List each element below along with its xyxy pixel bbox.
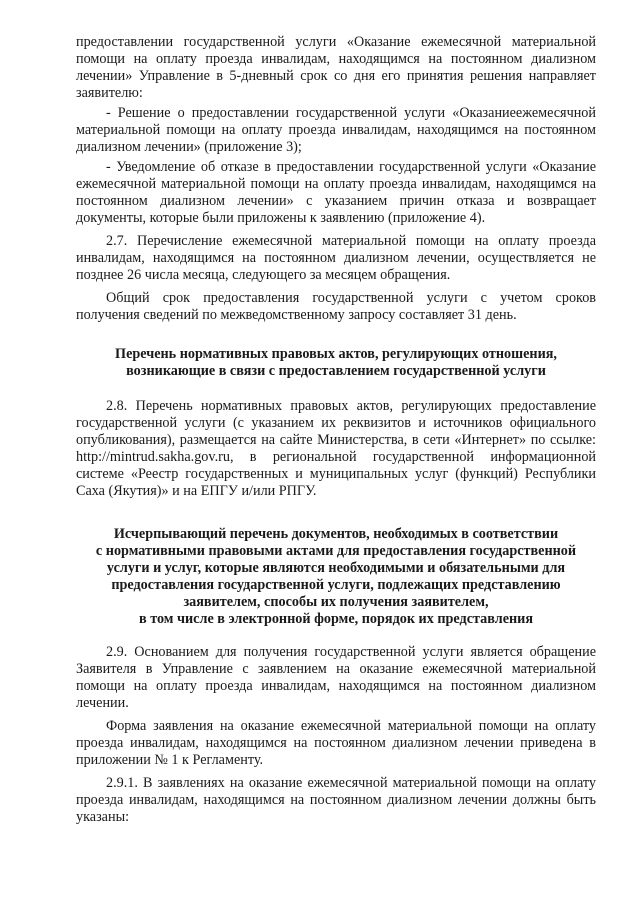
section-heading-legal-acts [76, 346, 596, 380]
paragraph-2-8: 2.8. Перечень нормативных правовых актов, регулирующих предоставление государственной услуги (с указанием их реквизитов и источников официального опубликования), размещается на сайте Министерства, в сети «Интернет» по ссылке: http://mintrud.sakha.gov.ru, в региональной государственной информационной системе «Реестр государственных и муниципальных услуг (функций) Республики Саха (Якутия)» и на ЕПГУ и/или РПГУ. [76, 398, 596, 499]
paragraph-decision-notice: предоставлении государственной услуги «Оказание ежемесячной материальной помощи на оплату проезда инвалидам, находящимся на постоянном диализном лечении» Управление в 5-дневный срок со дня его принятия решения направляет заявителю: [76, 34, 596, 101]
heading-line: предоставления государственной услуги, подлежащих представлению [111, 577, 561, 593]
heading-line: заявителем, способы их получения заявителем, [183, 594, 489, 610]
heading-line: в том числе в электронной форме, порядок их представления [138, 611, 534, 627]
paragraph-total-term: Общий срок предоставления государственной услуги с учетом сроков получения сведений по межведомственному запросу составляет 31 день. [76, 290, 596, 323]
paragraph-2-9: 2.9. Основанием для получения государственной услуги является обращение Заявителя в Управление с заявлением на оказание ежемесячной материальной помощи на оплату проезда инвалидам, находящимся на постоянном диализном лечении. [76, 644, 596, 711]
section-heading-documents [76, 526, 596, 628]
heading-line: услуги и услуг, которые являются необходимыми и обязательными для [106, 560, 566, 576]
heading-line: Исчерпывающий перечень документов, необходимых в соответствии [113, 526, 559, 542]
document-page [76, 34, 596, 826]
paragraph-2-9-1: 2.9.1. В заявлениях на оказание ежемесячной материальной помощи на оплату проезда инвалидам, находящимся на постоянном диализном лечении должны быть указаны: [76, 775, 596, 825]
list-item-refusal: - Уведомление об отказе в предоставлении государственной услуги «Оказание ежемесячной материальной помощи на оплату проезда инвалидам, находящимся на постоянном диализном лечении» с указанием причин отказа и возвращает документы, которые были приложены к заявлению (приложение 4). [76, 159, 596, 226]
list-item-decision: - Решение о предоставлении государственной услуги «Оказаниеежемесячной материальной помощи на оплату проезда инвалидам, находящимся на постоянном диализном лечении» (приложение 3); [76, 105, 596, 155]
heading-line: с нормативными правовыми актами для предоставления государственной [95, 543, 577, 559]
paragraph-2-7: 2.7. Перечисление ежемесячной материальной помощи на оплату проезда инвалидам, находящимся на постоянном диализном лечении, осуществляется не позднее 26 числа месяца, следующего за месяцем обращения. [76, 233, 596, 283]
heading-line: возникающие в связи с предоставлением государственной услуги [126, 363, 546, 379]
heading-line: Перечень нормативных правовых актов, регулирующих отношения, [115, 346, 557, 362]
paragraph-application-form: Форма заявления на оказание ежемесячной материальной помощи на оплату проезда инвалидам, находящимся на постоянном диализном лечении приведена в приложении № 1 к Регламенту. [76, 718, 596, 768]
